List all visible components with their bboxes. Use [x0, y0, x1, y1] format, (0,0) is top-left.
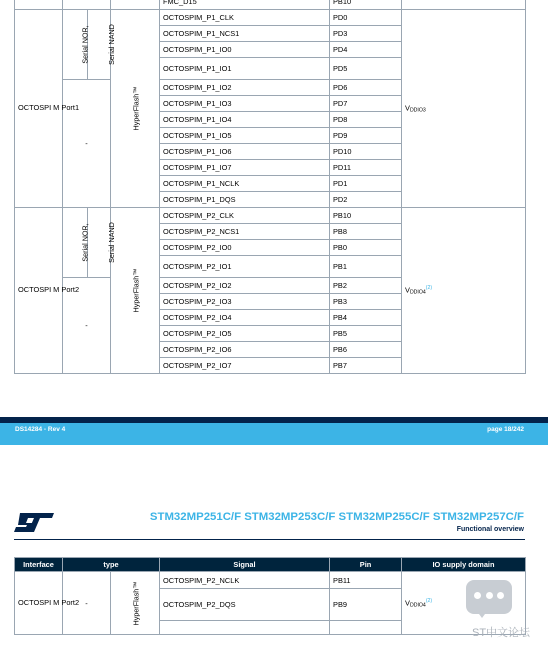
- pin-cell: PD10: [330, 144, 402, 160]
- pin-cell: PB1: [330, 256, 402, 278]
- supply-sub: DDIO4: [409, 602, 426, 609]
- pin-cell: PB8: [330, 224, 402, 240]
- signal-table-continued: [14, 557, 526, 635]
- signal-cell: OCTOSPIM_P1_CLK: [160, 10, 330, 26]
- supply-cell: [402, 10, 526, 208]
- port2-section: [15, 208, 526, 374]
- pin-cell: PD5: [330, 58, 402, 80]
- pin-cell: PB3: [330, 294, 402, 310]
- chat-bubble-tail: [476, 610, 488, 618]
- pin-cell: PB5: [330, 326, 402, 342]
- signal-cell: OCTOSPIM_P1_IO6: [160, 144, 330, 160]
- interface-cell: OCTOSPI M Port2: [15, 208, 63, 374]
- hyperflash-type-cell: [111, 572, 160, 635]
- pin-cell: PB2: [330, 278, 402, 294]
- pin-cell: PB7: [330, 358, 402, 374]
- signal-cell: OCTOSPIM_P2_DQS: [160, 589, 330, 621]
- pin-cell: PB0: [330, 240, 402, 256]
- pin-cell: PD0: [330, 10, 402, 26]
- supply-sub: DDIO4: [409, 289, 426, 296]
- signal-table: [14, 9, 526, 374]
- serial-nand-label: Serial NAND: [106, 24, 116, 65]
- signal-cell: OCTOSPIM_P1_IO0: [160, 42, 330, 58]
- signal-cell: OCTOSPIM_P2_CLK: [160, 208, 330, 224]
- signal-cell: OCTOSPIM_P2_NCLK: [160, 572, 330, 589]
- serial-nand-type-cell: [88, 208, 116, 278]
- pin-cell: PB11: [330, 572, 402, 589]
- table-row: [15, 208, 526, 224]
- column-header: Pin: [330, 558, 402, 572]
- supply-v: V: [405, 103, 410, 113]
- page-number: page 18/242: [487, 426, 524, 433]
- pin-cell: PD9: [330, 128, 402, 144]
- port1-section: [15, 10, 526, 208]
- hyperflash-label: HyperFlash™: [131, 268, 141, 313]
- serial-nor-type-cell: [63, 208, 88, 278]
- interface-cell: OCTOSPI M Port1: [15, 10, 63, 208]
- signal-cell: OCTOSPIM_P1_IO3: [160, 96, 330, 112]
- section-title: Functional overview: [456, 526, 524, 533]
- type-cell: -: [63, 572, 111, 635]
- supply-footnote: (2): [425, 597, 433, 604]
- hyperflash-type-cell: [111, 10, 160, 208]
- header-divider: [14, 539, 525, 540]
- signal-cell: OCTOSPIM_P1_IO5: [160, 128, 330, 144]
- pin-cell: PB10: [330, 0, 402, 10]
- pin-cell: PD11: [330, 160, 402, 176]
- signal-cell: OCTOSPIM_P2_NCS1: [160, 224, 330, 240]
- watermark-text: ST中文论坛: [472, 627, 531, 639]
- signal-cell: OCTOSPIM_P1_NCS1: [160, 26, 330, 42]
- st-logo-icon: [14, 511, 56, 533]
- signal-cell: OCTOSPIM_P2_IO1: [160, 256, 330, 278]
- column-header: Signal: [160, 558, 330, 572]
- hyperflash-type-cell: [111, 208, 160, 374]
- column-header: type: [63, 558, 160, 572]
- signal-cell: OCTOSPIM_P1_IO1: [160, 58, 330, 80]
- pin-cell: PB6: [330, 342, 402, 358]
- type-cell: -: [63, 278, 111, 374]
- signal-cell: OCTOSPIM_P2_IO3: [160, 294, 330, 310]
- serial-nand-label: Serial NAND: [106, 222, 116, 263]
- interface-cell: OCTOSPI M Port2: [15, 572, 63, 635]
- column-header: Interface: [15, 558, 63, 572]
- supply-v: V: [405, 285, 410, 295]
- supply-footnote: (2): [425, 285, 433, 292]
- doc-id: DS14284 - Rev 4: [15, 426, 66, 433]
- serial-nor-type-cell: [63, 10, 88, 80]
- pin-cell: PB10: [330, 208, 402, 224]
- signal-cell: OCTOSPIM_P2_IO0: [160, 240, 330, 256]
- chat-dots: [474, 592, 504, 600]
- table-row: [15, 572, 526, 589]
- hyperflash-label: HyperFlash™: [131, 86, 141, 131]
- pin-cell: PD8: [330, 112, 402, 128]
- footer-bar: [0, 423, 548, 445]
- supply-cell: [402, 208, 526, 374]
- supply-sub: DDIO3: [409, 107, 426, 114]
- supply-v: V: [405, 598, 410, 608]
- signal-cell: OCTOSPIM_P2_IO4: [160, 310, 330, 326]
- pin-cell: PD1: [330, 176, 402, 192]
- pin-cell: PD3: [330, 26, 402, 42]
- signal-cell: OCTOSPIM_P2_IO2: [160, 278, 330, 294]
- pin-cell: PD4: [330, 42, 402, 58]
- signal-cell: OCTOSPIM_P2_IO7: [160, 358, 330, 374]
- signal-cell: OCTOSPIM_P1_NCLK: [160, 176, 330, 192]
- column-header: IO supply domain: [402, 558, 526, 572]
- type-cell: -: [63, 80, 111, 208]
- hyperflash-label: HyperFlash™: [131, 581, 141, 625]
- pin-cell: PB4: [330, 310, 402, 326]
- signal-cell: OCTOSPIM_P1_IO2: [160, 80, 330, 96]
- pin-cell: PD2: [330, 192, 402, 208]
- serial-nand-type-cell: [88, 10, 116, 80]
- pin-cell: PB9: [330, 589, 402, 621]
- document-title: STM32MP251C/F STM32MP253C/F STM32MP255C/F STM32MP257C/F: [149, 511, 524, 523]
- serial-nor-label: Serial NOR,: [80, 25, 90, 64]
- pin-cell: PD7: [330, 96, 402, 112]
- signal-cell: FMC_D15: [160, 0, 330, 10]
- pin-cell: PD6: [330, 80, 402, 96]
- signal-cell: OCTOSPIM_P2_IO5: [160, 326, 330, 342]
- signal-cell: OCTOSPIM_P2_IO6: [160, 342, 330, 358]
- signal-cell: OCTOSPIM_P1_IO4: [160, 112, 330, 128]
- table-header-row: [15, 558, 526, 572]
- table-row: [15, 10, 526, 26]
- serial-nor-label: Serial NOR,: [80, 223, 90, 262]
- signal-cell: OCTOSPIM_P1_IO7: [160, 160, 330, 176]
- signal-cell: OCTOSPIM_P1_DQS: [160, 192, 330, 208]
